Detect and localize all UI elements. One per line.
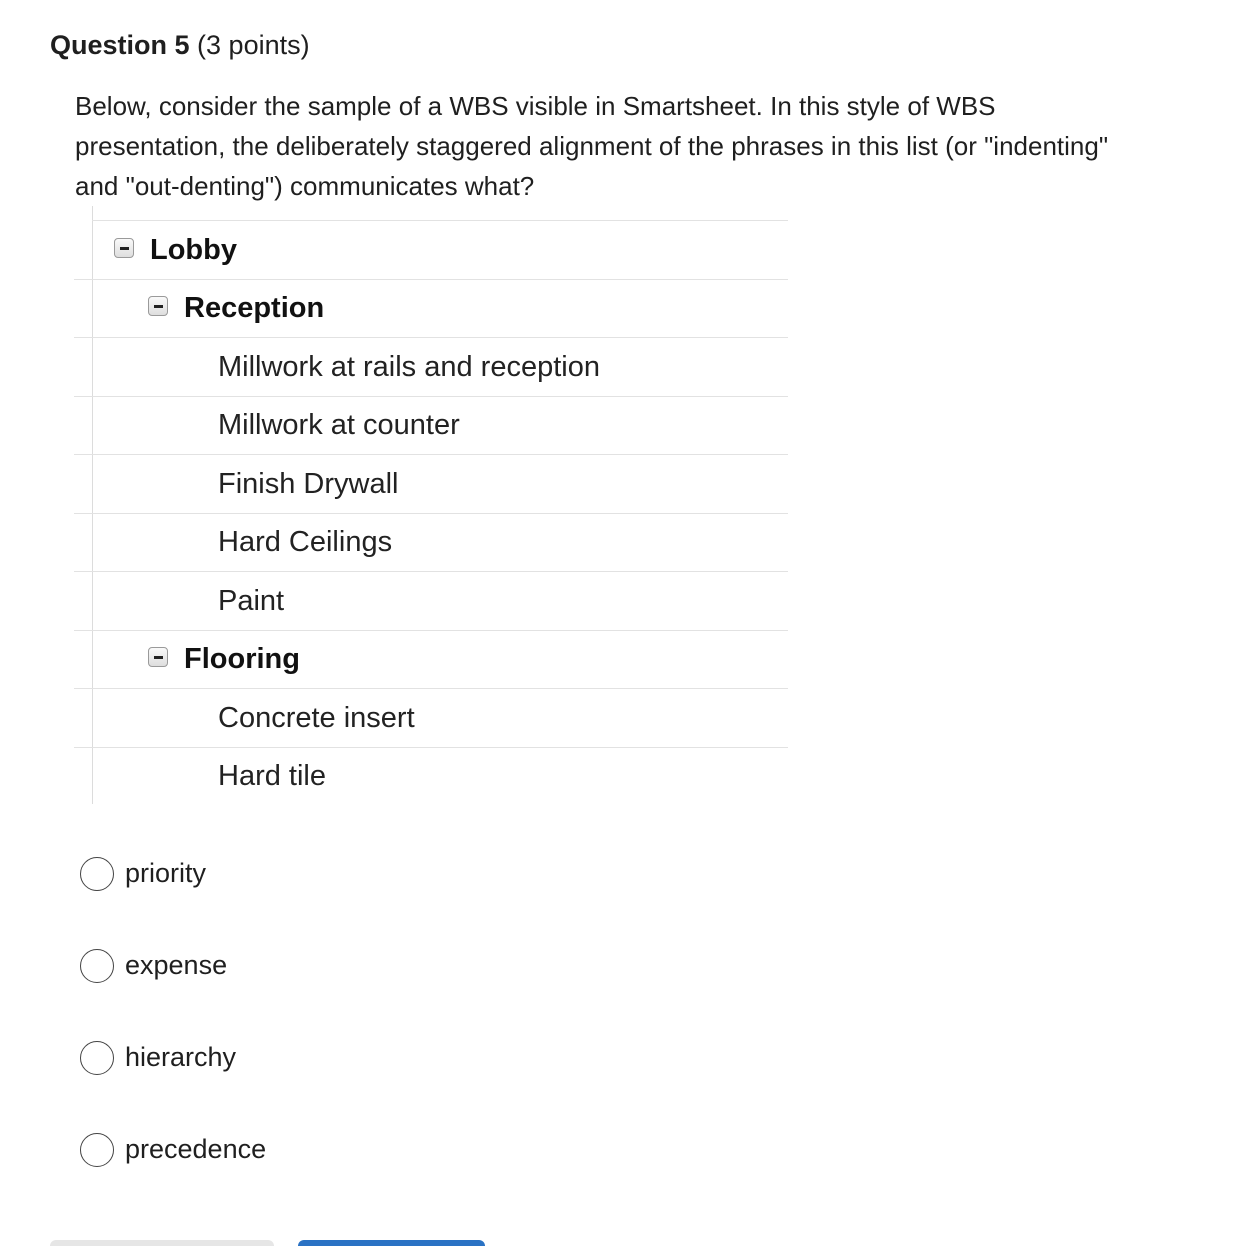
question-title: Question 5 — [50, 30, 190, 60]
wbs-row-label: Millwork at rails and reception — [218, 351, 600, 383]
wbs-row-label: Concrete insert — [218, 702, 415, 734]
collapse-minus-icon — [114, 238, 134, 258]
wbs-row-concrete-insert — [74, 689, 788, 748]
wbs-row-label: Finish Drywall — [218, 468, 399, 500]
radio-button[interactable] — [80, 1133, 114, 1167]
option-precedence[interactable] — [80, 1131, 480, 1171]
wbs-row-finish-drywall — [74, 455, 788, 514]
wbs-row-label: Flooring — [184, 643, 300, 675]
question-header — [50, 30, 310, 61]
option-expense[interactable] — [80, 947, 480, 987]
wbs-row-label: Lobby — [150, 234, 237, 266]
wbs-row-millwork-rails — [74, 338, 788, 397]
collapse-minus-icon — [148, 647, 168, 667]
wbs-row-hard-tile — [74, 747, 788, 805]
collapse-minus-icon — [148, 296, 168, 316]
secondary-button-edge[interactable] — [50, 1240, 274, 1246]
wbs-sample-image — [74, 206, 788, 806]
wbs-row-label: Paint — [218, 585, 285, 617]
option-label[interactable]: expense — [125, 950, 228, 980]
option-label[interactable]: priority — [125, 858, 207, 888]
wbs-row-millwork-counter — [74, 396, 788, 455]
wbs-row-label: Hard Ceilings — [218, 526, 393, 558]
wbs-row-lobby — [74, 221, 788, 280]
radio-button[interactable] — [80, 857, 114, 891]
option-label[interactable]: hierarchy — [125, 1042, 237, 1072]
wbs-row-reception — [74, 279, 788, 338]
wbs-row-flooring — [74, 630, 788, 689]
wbs-row-hard-ceilings — [74, 513, 788, 572]
wbs-row-paint — [74, 572, 788, 631]
radio-button[interactable] — [80, 949, 114, 983]
wbs-row-label: Hard tile — [218, 760, 326, 792]
option-priority[interactable] — [80, 855, 480, 895]
option-hierarchy[interactable] — [80, 1039, 480, 1079]
wbs-row-label: Reception — [184, 292, 325, 324]
question-points: (3 points) — [197, 30, 310, 60]
question-prompt: Below, consider the sample of a WBS visible in Smartsheet. In this style of WBS presentation, the deliberately staggered alignment of the phrases in this list (or "indenting" and "out-denting") communicates what? — [75, 91, 1109, 201]
primary-button-edge[interactable] — [298, 1240, 485, 1246]
option-label[interactable]: precedence — [125, 1134, 267, 1164]
radio-button[interactable] — [80, 1041, 114, 1075]
wbs-row-label: Millwork at counter — [218, 409, 460, 441]
